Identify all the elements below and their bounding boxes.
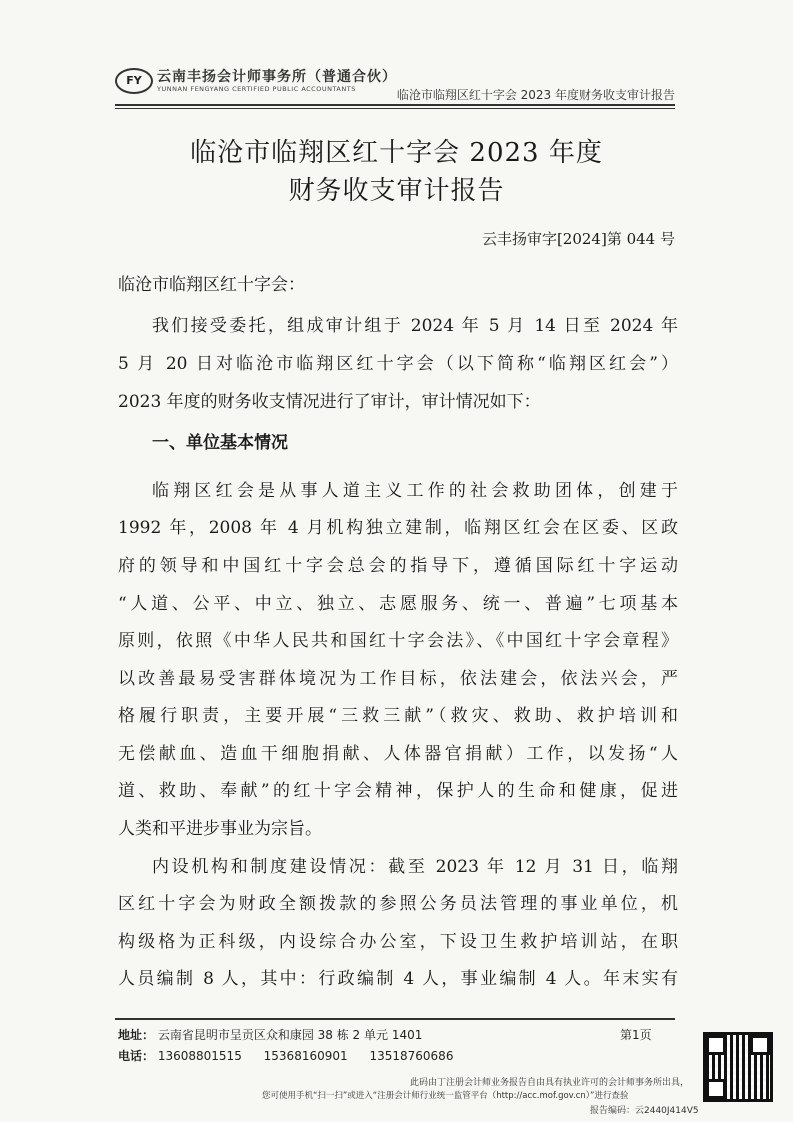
verify-note-2: 您可使用手机“扫一扫”或进入“注册会计师行业统一监管平台（http://acc.mof.gov.cn）”进行查验 (262, 1091, 629, 1101)
document-number: 云丰扬审字[2024]第 044 号 (481, 230, 675, 248)
phone-label: 电话： (118, 1049, 155, 1063)
body-line: 区红十字会为财政全额拨款的参照公务员法管理的事业单位，机 (118, 894, 678, 914)
footer-divider (115, 1018, 675, 1020)
body-line: 内设机构和制度建设情况：截至 2023 年 12 月 31 日，临翔 (152, 857, 678, 877)
phone-1: 13608801515 (157, 1049, 242, 1063)
report-code: 报告编码：云2440J414V5 (590, 1106, 699, 1116)
report-title-line2: 财务收支审计报告 (288, 176, 505, 206)
body-line: 人员编制 8 人，其中：行政编制 4 人，事业编制 4 人。年末实有 (118, 969, 678, 989)
header-divider (115, 104, 675, 106)
body-line: 人类和平进步事业为宗旨。 (118, 819, 322, 839)
body-line: 格履行职责，主要开展“三救三献”（救灾、救助、救护培训和 (118, 706, 678, 726)
body-line: 构级格为正科级，内设综合办公室，下设卫生救护培训站，在职 (118, 932, 678, 952)
firm-name-cn: 云南丰扬会计师事务所（普通合伙） (157, 69, 397, 85)
body-line: 府的领导和中国红十字会总会的指导下，遵循国际红十字运动 (118, 556, 678, 576)
firm-logo-icon: FY (115, 68, 153, 94)
firm-name-en: YUNNAN FENGYANG CERTIFIED PUBLIC ACCOUNTANTS (157, 85, 356, 93)
body-line: 我们接受委托，组成审计组于 2024 年 5 月 14 日至 2024 年 (152, 316, 678, 336)
body-line: 原则，依照《中华人民共和国红十字会法》、《中国红十字会章程》 (118, 631, 678, 651)
salutation: 临沧市临翔区红十字会： (118, 275, 305, 295)
body-line: 2023 年度的财务收支情况进行了审计，审计情况如下： (118, 392, 541, 412)
report-title-line1: 临沧市临翔区红十字会 2023 年度 (190, 138, 603, 168)
address-row (118, 1026, 422, 1043)
qr-code-icon (703, 1032, 773, 1102)
body-line: 1992 年，2008 年 4 月机构独立建制，临翔区红会在区委、区政 (118, 518, 678, 538)
report-reference: 临沧市临翔区红十字会 2023 年度财务收支审计报告 (396, 88, 675, 102)
body-line: 5 月 20 日对临沧市临翔区红十字会（以下简称“临翔区红会”） (118, 354, 678, 374)
phone-2: 15368160901 (263, 1049, 348, 1063)
body-line: 以改善最易受害群体境况为工作目标，依法建会，依法兴会，严 (118, 669, 678, 689)
phone-row (118, 1047, 453, 1064)
body-line: “人道、公平、中立、独立、志愿服务、统一、普遍”七项基本 (118, 594, 678, 614)
section-heading: 一、单位基本情况 (152, 433, 288, 453)
body-line: 道、救助、奉献”的红十字会精神，保护人的生命和健康，促进 (118, 781, 678, 801)
body-line: 无偿献血、造血干细胞捐献、人体器官捐献）工作，以发扬“人 (118, 744, 678, 764)
address-label: 地址： (118, 1028, 155, 1042)
body-line: 临翔区红会是从事人道主义工作的社会救助团体，创建于 (152, 481, 678, 501)
phone-3: 13518760686 (369, 1049, 454, 1063)
verify-note-1: 此码由丁注册会计师业务报告自由具有执业许可的会计师事务所出具， (410, 1078, 690, 1088)
letterhead (115, 60, 675, 104)
page-number: 第1页 (620, 1028, 652, 1042)
address-text: 云南省昆明市呈贡区众和康园 38 栋 2 单元 1401 (157, 1028, 423, 1042)
header-divider-thin (115, 108, 675, 109)
